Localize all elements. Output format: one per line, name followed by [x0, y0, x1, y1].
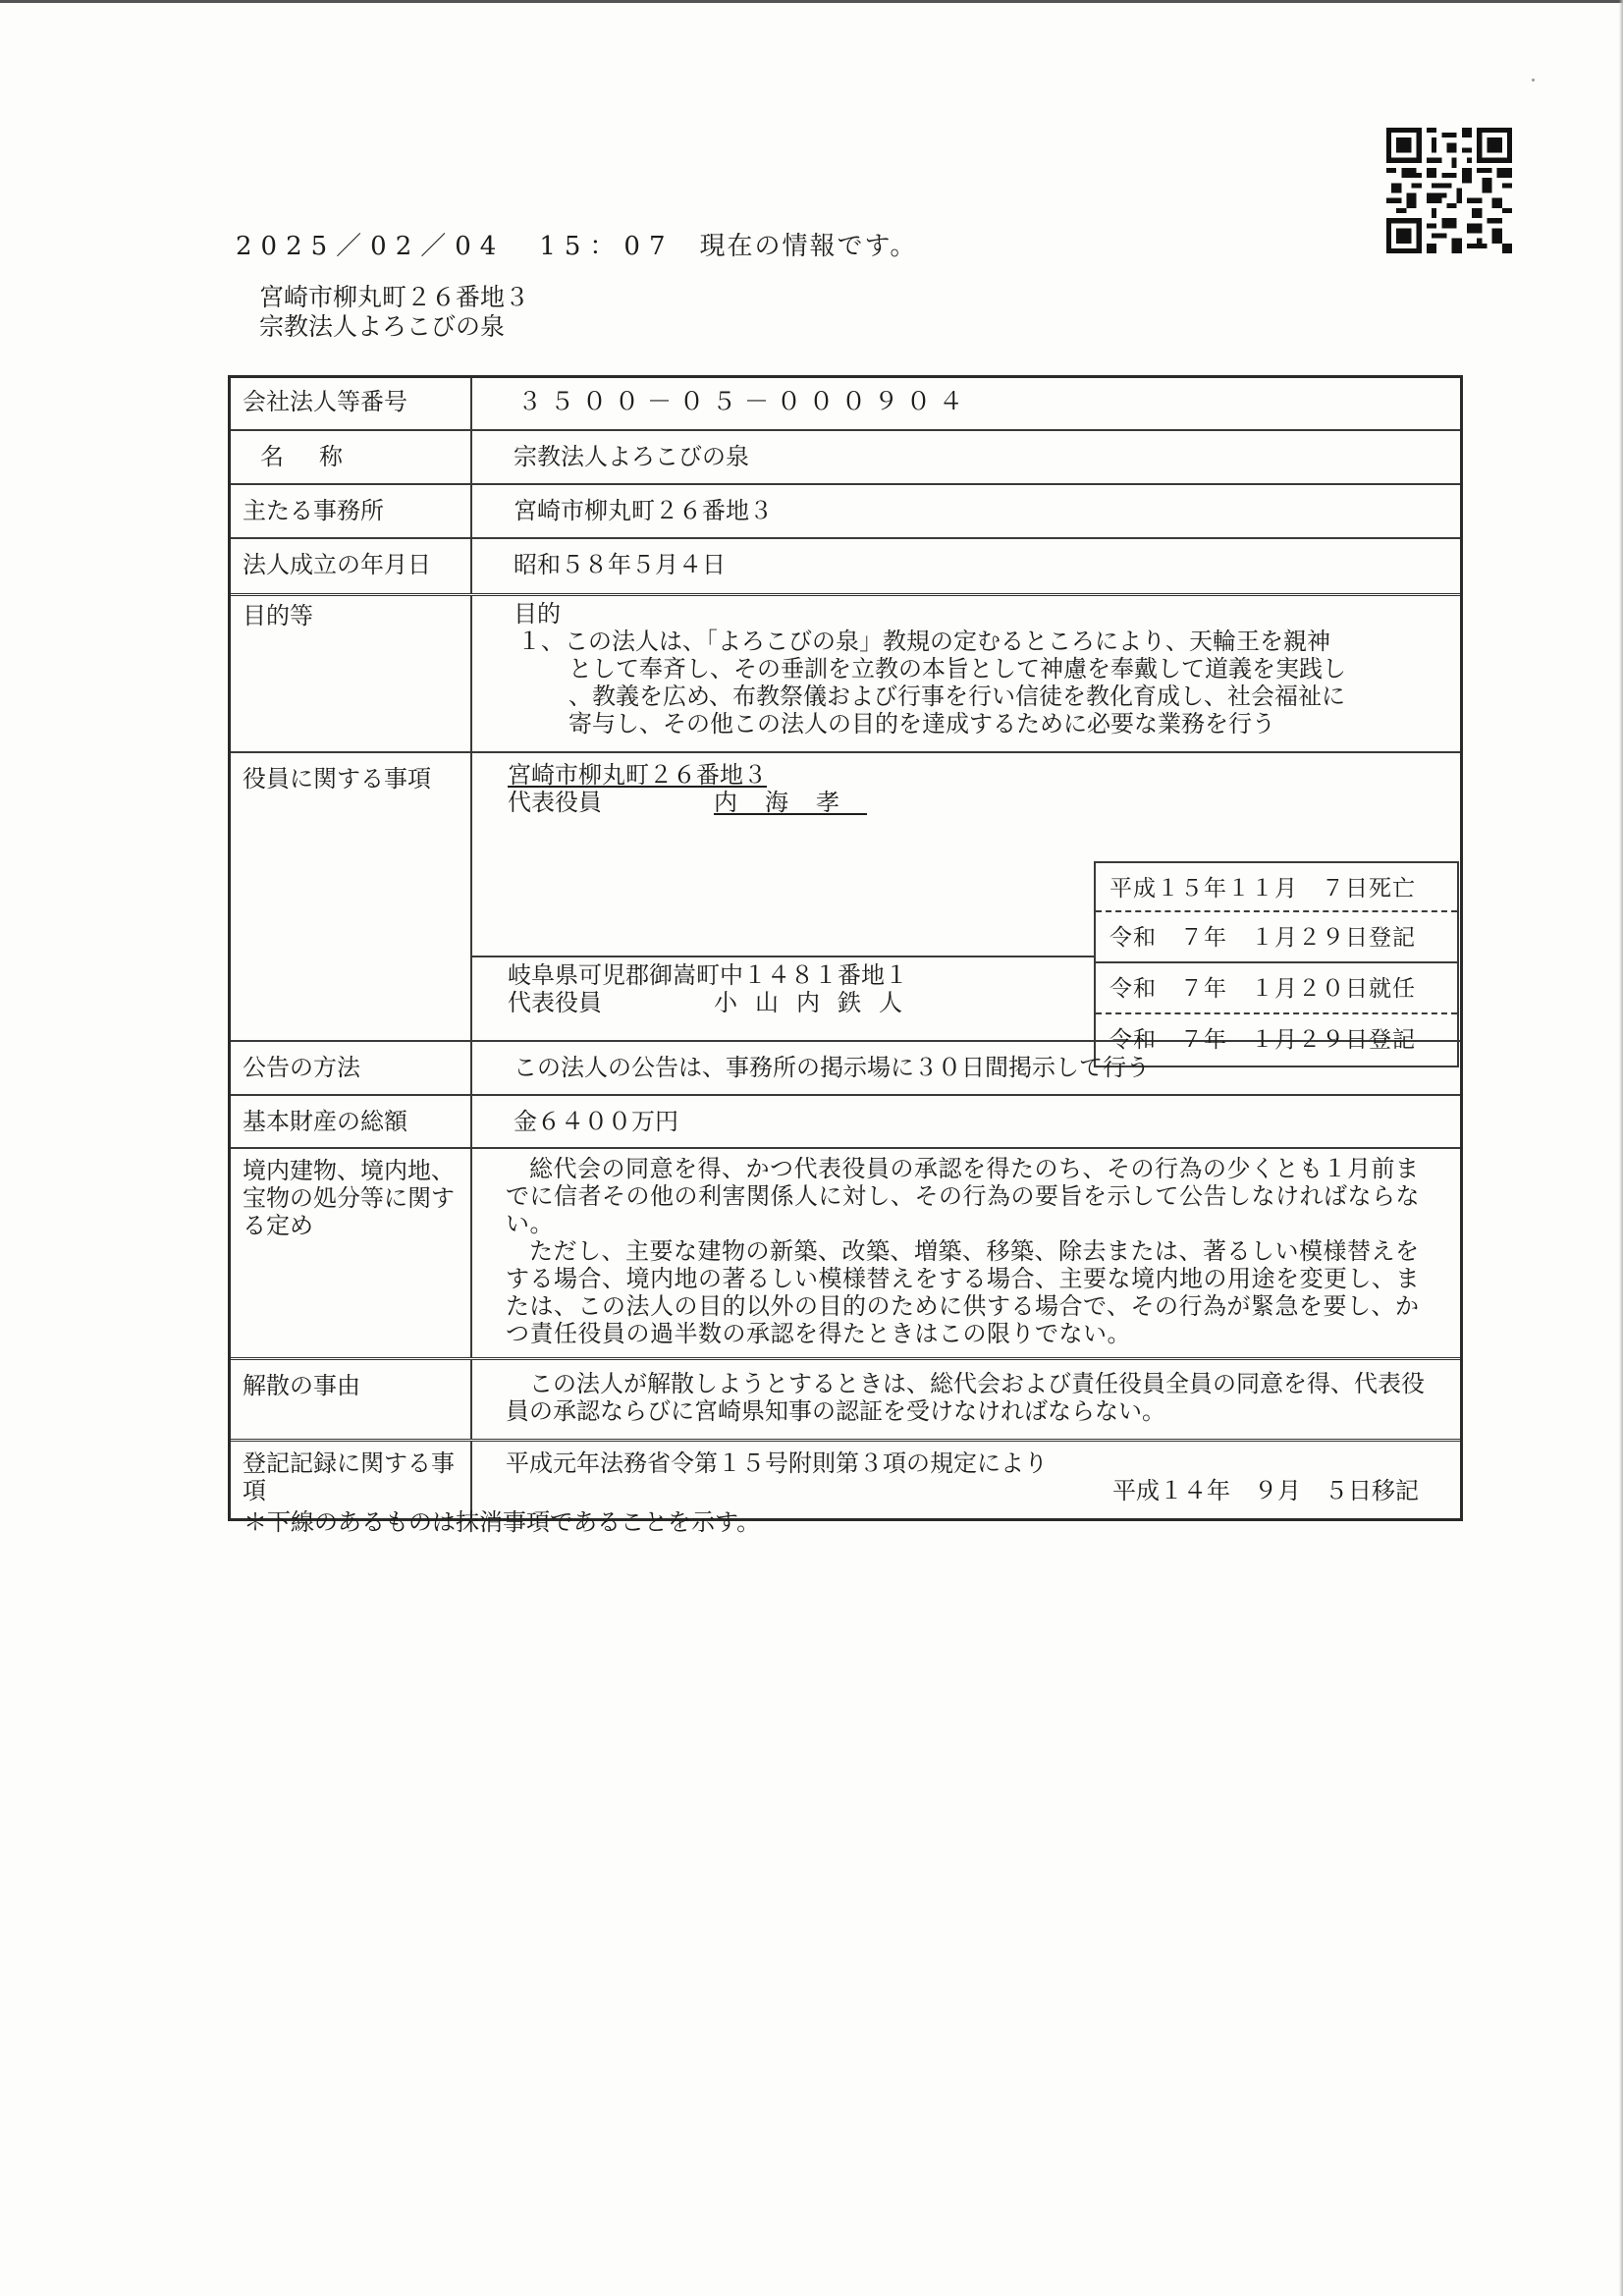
dissolution-text: この法人が解散しようとするときは、総代会および責任役員全員の同意を得、代表役員の承認ならびに宮崎県知事の認証を受けなければならない。: [506, 1370, 1425, 1425]
value-name: 宗教法人よろこびの泉: [514, 443, 749, 470]
purpose-heading: 目的: [514, 600, 561, 628]
row-dissolution: [231, 1360, 1460, 1442]
footnote: ＊下線のあるものは抹消事項であることを示す。: [243, 1508, 761, 1536]
officer-1-title: 代表役員: [508, 789, 602, 816]
purpose-item-1: [514, 628, 1425, 738]
officer-1-event-2: 令和 ７年 １月２９日登記: [1109, 925, 1416, 951]
purpose-line-3: 、教義を広め、布教祭儀および行事を行い信徒を教化育成し、社会福祉に: [568, 683, 1346, 710]
value-purpose: [472, 596, 1460, 751]
header-corp-name: 宗教法人よろこびの泉: [259, 312, 506, 341]
value-dissolution: [472, 1360, 1460, 1439]
timestamp-suffix: 現在の情報です。: [699, 232, 918, 261]
officer-2-address: 岐阜県可児郡御嵩町中１４８１番地１: [508, 961, 908, 989]
row-disposal: [231, 1149, 1460, 1360]
row-officers: [231, 753, 1460, 1053]
value-established: 昭和５８年５月４日: [514, 551, 726, 578]
row-notice: [231, 1042, 1460, 1096]
label-office: 主たる事務所: [231, 485, 472, 537]
disposal-para-1: 総代会の同意を得、かつ代表役員の承認を得たのち、その行為の少くとも１月前までに信者その他の利害関係人に対し、その行為の要旨を示して公告しなければならない。: [506, 1155, 1420, 1237]
info-timestamp-line: [236, 226, 917, 262]
purpose-line-4: 寄与し、その他この法人の目的を達成するために必要な業務を行う: [568, 710, 1275, 738]
label-notice: 公告の方法: [231, 1042, 472, 1094]
timestamp: 2025／02／04 15：07: [236, 232, 675, 261]
label-established: 法人成立の年月日: [231, 539, 472, 593]
officer-1-name: 内海孝: [714, 789, 867, 816]
registry-table: [228, 375, 1463, 1521]
officer-2-event-2: 令和 ７年 １月２９日登記: [1109, 1027, 1416, 1053]
officer-divider: [472, 956, 1094, 957]
officer-1-address: 宮崎市柳丸町２６番地３: [508, 761, 767, 789]
officer-2-title: 代表役員: [508, 989, 602, 1016]
purpose-line-2: として奉斉し、その垂訓を立教の本旨として神慮を奉戴して道義を実践し: [568, 655, 1346, 683]
scan-speck: [1532, 79, 1535, 82]
value-assets: 金６４００万円: [514, 1108, 678, 1135]
officer-2-event-1: 令和 ７年 １月２０日就任: [1096, 963, 1457, 1014]
qr-code-icon: [1386, 128, 1512, 253]
label-records: 登記記録に関する事項: [231, 1442, 472, 1518]
label-officers: 役員に関する事項: [231, 753, 472, 1040]
purpose-line-1: １、この法人は、「よろこびの泉」教規の定むるところにより、天輪王を親神: [517, 628, 1330, 655]
page-top-border: [0, 0, 1623, 3]
value-officers: [472, 753, 1460, 1053]
officer-2-name: 小山内鉄人: [714, 989, 920, 1016]
officer-1-event-1: 平成１５年１１月 ７日死亡: [1096, 863, 1457, 912]
label-disposal: 境内建物、境内地、宝物の処分等に関する定め: [231, 1149, 472, 1357]
value-corp-number: ３５００－０５－０００９０４: [517, 387, 972, 415]
row-purpose: [231, 596, 1460, 753]
label-name: 名 称: [231, 431, 472, 483]
row-office: [231, 485, 1460, 539]
row-assets: [231, 1096, 1460, 1149]
page-edge-shadow: [1619, 0, 1623, 2296]
label-assets: 基本財産の総額: [231, 1096, 472, 1147]
officer-1-title-name: [508, 789, 867, 816]
label-purpose: 目的等: [231, 596, 472, 751]
row-corp-number: [231, 378, 1460, 431]
officer-1: [508, 761, 867, 816]
value-office: 宮崎市柳丸町２６番地３: [514, 497, 773, 524]
value-disposal: [472, 1149, 1460, 1357]
header-address: 宮崎市柳丸町２６番地３: [259, 283, 530, 311]
records-line-2: 平成１４年 ９月 ５日移記: [1112, 1477, 1419, 1504]
label-dissolution: 解散の事由: [231, 1360, 472, 1439]
disposal-para-2: ただし、主要な建物の新築、改築、増築、移築、除去または、著るしい模様替えをする場合、境内地の著るしい模様替えをする場合、主要な境内地の用途を変更し、または、この法人の目的以外の目的のために供する場合で、その行為が緊急を要し、かつ責任役員の過半数の承認を得たときはこの限りでない。: [506, 1237, 1420, 1347]
row-name: [231, 431, 1460, 485]
label-corp-number: 会社法人等番号: [231, 378, 472, 429]
officer-2: [508, 961, 920, 1016]
row-established: [231, 539, 1460, 596]
header-address-block: [259, 283, 529, 342]
records-line-1: 平成元年法務省令第１５号附則第３項の規定により: [506, 1449, 1048, 1477]
value-notice: この法人の公告は、事務所の掲示場に３０日間掲示して行う: [514, 1054, 1150, 1081]
officer-1-events: [1094, 861, 1459, 963]
